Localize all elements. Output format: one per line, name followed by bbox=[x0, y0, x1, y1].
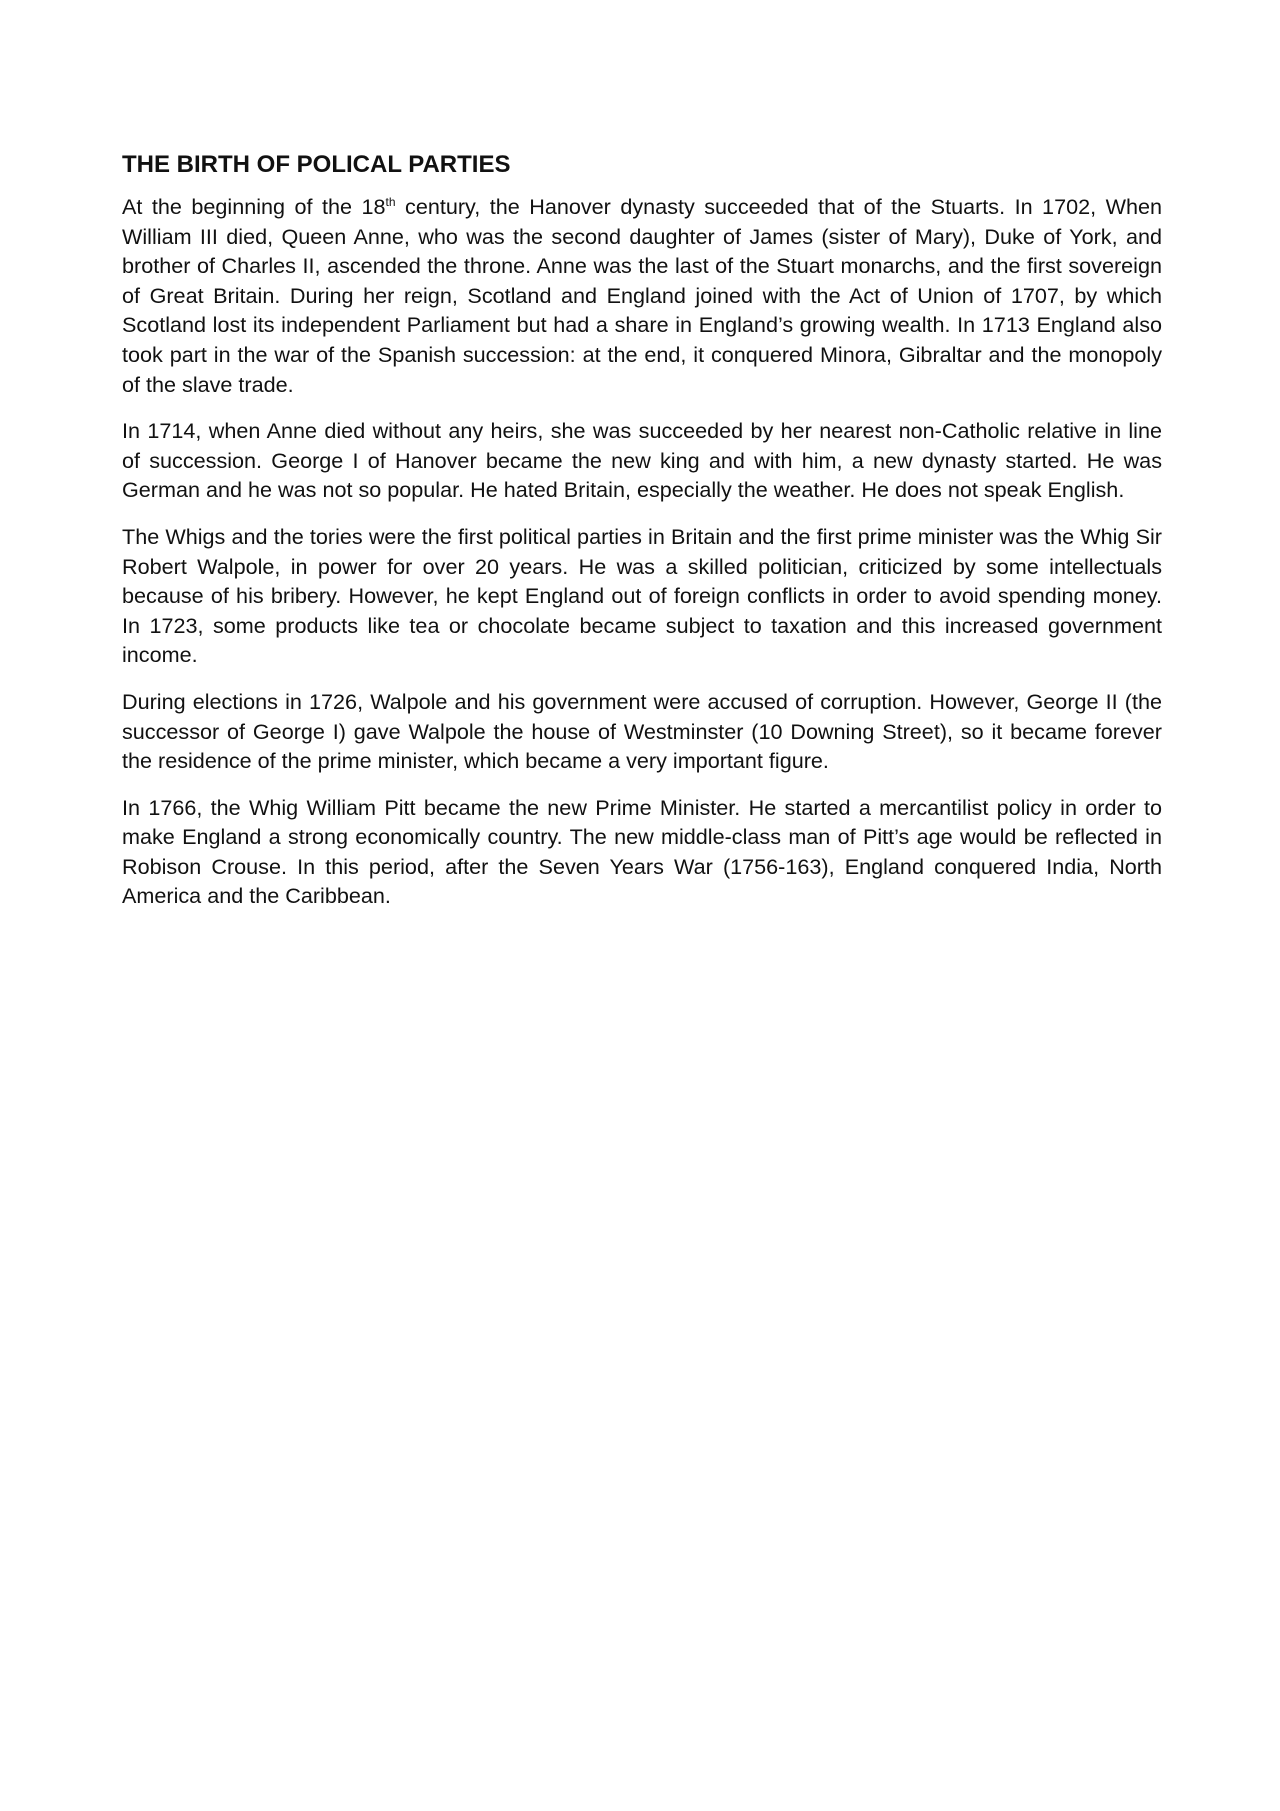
paragraph-whigs-tories: The Whigs and the tories were the first political parties in Britain and the first prime minister was the Whig Sir Robert Walpole, in power for over 20 years. He was a skilled politician, criticized by some intellectuals because of his bribery. However, he kept England out of foreign conflicts in order to avoid spending money. In 1723, some products like tea or chocolate became subject to taxation and this increased government income. bbox=[122, 523, 1162, 668]
paragraph-hanover-succession bbox=[122, 192, 1162, 399]
paragraph-text-start: At the beginning of the 18 bbox=[122, 194, 386, 219]
document-page bbox=[122, 150, 1162, 928]
ordinal-suffix: th bbox=[385, 194, 396, 209]
paragraph-george-i: In 1714, when Anne died without any heirs, she was succeeded by her nearest non-Catholic relative in line of succession. George I of Hanover became the new king and with him, a new dynasty started. He was German and he was not so popular. He hated Britain, especially the weather. He does not speak English. bbox=[122, 418, 1162, 503]
paragraph-elections-1726: During elections in 1726, Walpole and his government were accused of corruption. However, George II (the successor of George I) gave Walpole the house of Westminster (10 Downing Street), so it became forever the residence of the prime minister, which became a very important figure. bbox=[122, 688, 1162, 774]
paragraph-text-rest: century, the Hanover dynasty succeeded that of the Stuarts. In 1702, When William III died, Queen Anne, who was the second daughter of James (sister of Mary), Duke of York, and brother of Charles II, ascended the throne. Anne was the last of the Stuart monarchs, and the first sovereign of Great Britain. During her reign, Scotland and England joined with the Act of Union of 1707, by which Scotland lost its independent Parliament but had a share in England’s growing wealth. In 1713 England also took part in the war of the Spanish succession: at the end, it conquered Minora, Gibraltar and the monopoly of the slave trade. bbox=[122, 194, 1162, 397]
paragraph-william-pitt: In 1766, the Whig William Pitt became the new Prime Minister. He started a mercantilist policy in order to make England a strong economically country. The new middle-class man of Pitt’s age would be reflected in Robison Crouse. In this period, after the Seven Years War (1756-163), England conquered India, North America and the Caribbean. bbox=[122, 794, 1162, 909]
document-title: THE BIRTH OF POLICAL PARTIES bbox=[122, 151, 511, 178]
